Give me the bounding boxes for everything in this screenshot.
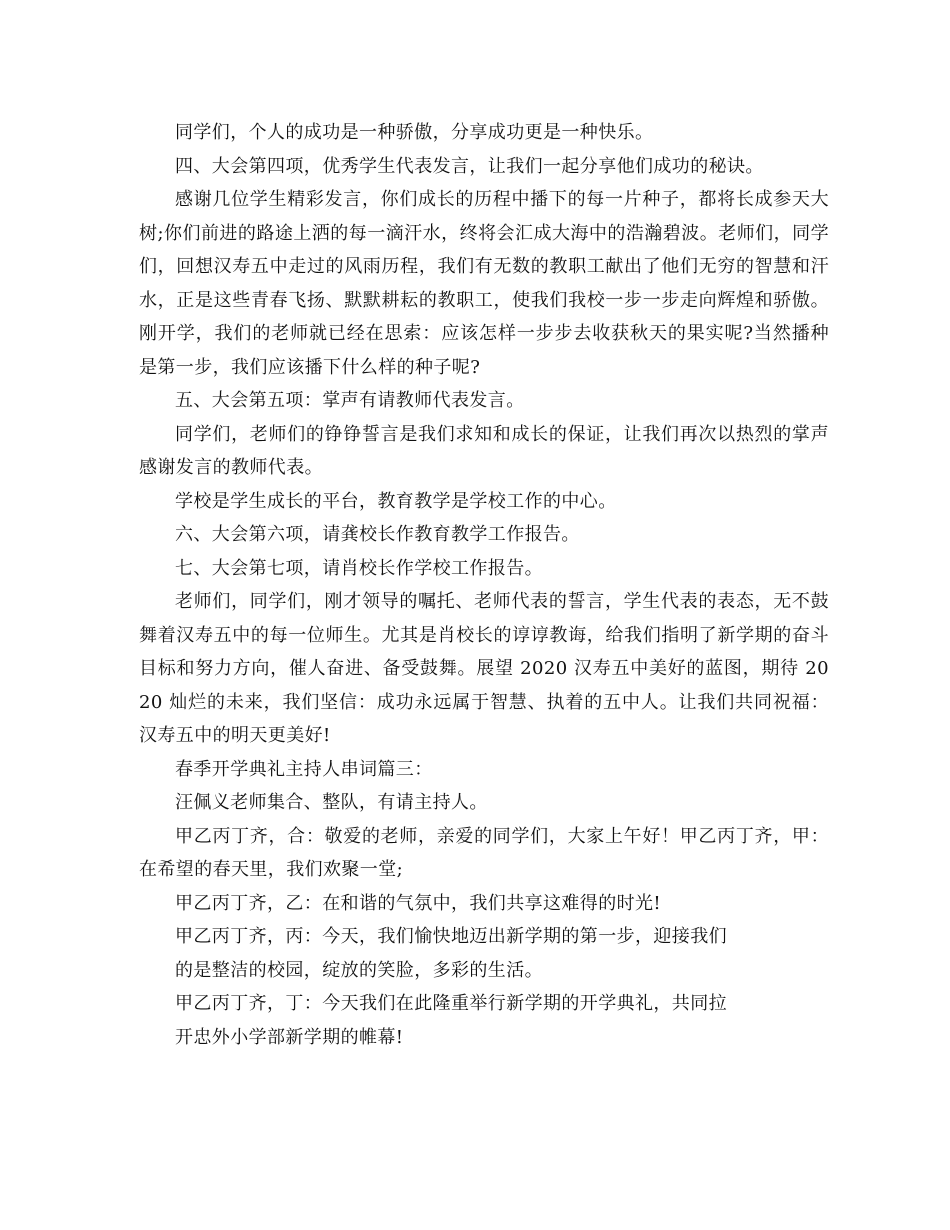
paragraph-16: 甲乙丙丁齐，丁：今天我们在此隆重举行新学期的开学典礼，共同拉 — [175, 993, 727, 1014]
paragraph-8: 七、大会第七项，请肖校长作学校工作报告。 — [175, 557, 543, 579]
paragraph-10: 春季开学典礼主持人串词篇三： — [175, 758, 433, 780]
paragraph-15: 的是整洁的校园，绽放的笑脸，多彩的生活。 — [175, 959, 543, 981]
paragraph-2: 四、大会第四项，优秀学生代表发言，让我们一起分享他们成功的秘诀。 — [175, 155, 764, 177]
paragraph-13: 甲乙丙丁齐，乙：在和谐的气氛中，我们共享这难得的时光! — [175, 892, 662, 914]
paragraph-6: 学校是学生成长的平台，教育教学是学校工作的中心。 — [175, 490, 617, 512]
paragraph-3: 感谢几位学生精彩发言，你们成长的历程中播下的每一片种子，都将长成参天大树;你们前进的路途上洒的每一滴汗水，终将会汇成大海中的浩瀚碧波。老师们，同学们，回想汉寿五中走过的风雨历程，我们有无数的教职工献出了他们无穷的智慧和汗水，正是这些青春飞扬、默默耕耘的教职工，使我们我校一步一步走向辉煌和骄傲。刚开学，我们的老师就已经在思索：应该怎样一步步去收获秋天的果实呢?当然播种是第一步，我们应该播下什么样的种子呢? — [139, 189, 829, 378]
paragraph-11: 汪佩义老师集合、整队，有请主持人。 — [175, 792, 488, 813]
paragraph-12: 甲乙丙丁齐，合：敬爱的老师，亲爱的同学们，大家上午好！甲乙丙丁齐，甲：在希望的春天里，我们欢聚一堂; — [139, 825, 829, 880]
document-body — [139, 116, 829, 1054]
paragraph-7: 六、大会第六项，请龚校长作教育教学工作报告。 — [175, 524, 580, 545]
paragraph-4: 五、大会第五项：掌声有请教师代表发言。 — [175, 390, 525, 411]
paragraph-9: 老师们，同学们，刚才领导的嘱托、老师代表的誓言，学生代表的表态，无不鼓舞着汉寿五中的每一位师生。尤其是肖校长的谆谆教诲，给我们指明了新学期的奋斗目标和努力方向，催人奋进、备受鼓舞。展望 2020 汉寿五中美好的蓝图，期待 2020 灿烂的未来，我们坚信：成功永远属于智慧、执着的五中人。让我们共同祝福：汉寿五中的明天更美好! — [139, 591, 829, 746]
paragraph-1: 同学们，个人的成功是一种骄傲，分享成功更是一种快乐。 — [175, 122, 654, 143]
paragraph-5: 同学们，老师们的铮铮誓言是我们求知和成长的保证，让我们再次以热烈的掌声感谢发言的教师代表。 — [139, 423, 829, 478]
paragraph-14: 甲乙丙丁齐，丙：今天，我们愉快地迈出新学期的第一步，迎接我们 — [175, 926, 727, 947]
paragraph-17: 开忠外小学部新学期的帷幕! — [175, 1026, 404, 1048]
